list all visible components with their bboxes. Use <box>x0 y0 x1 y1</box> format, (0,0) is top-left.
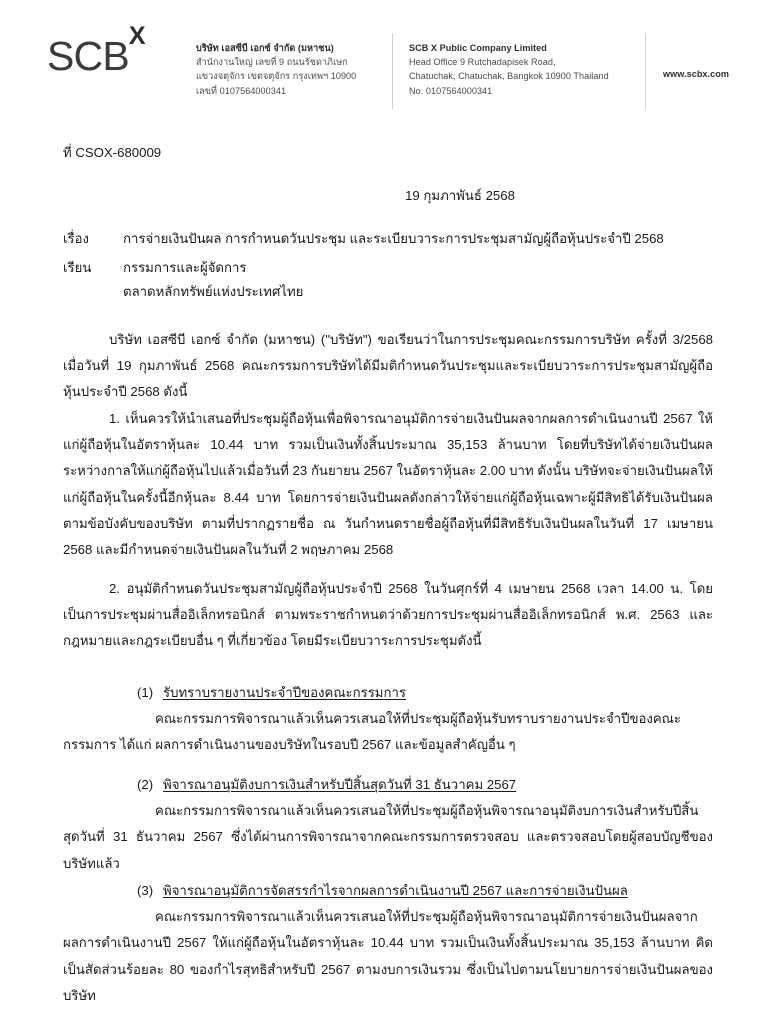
agenda-item-3-head <box>63 878 713 904</box>
agenda-item-1-body: คณะกรรมการพิจารณาแล้วเห็นควรเสนอให้ที่ประชุมผู้ถือหุ้นรับทราบรายงานประจำปีของคณะกรรมการ ได้แก่ ผลการดำเนินงานของบริษัทในรอบปี 2567 และข้อมูลสำคัญอื่น ๆ <box>63 711 681 753</box>
recipient-row-1 <box>63 258 715 278</box>
agenda-item-3-number: (3) <box>137 883 154 898</box>
agenda-item-1-head <box>63 680 713 706</box>
recipient-text-2: ตลาดหลักทรัพย์แห่งประเทศไทย <box>123 284 304 299</box>
agenda-item-3-body: คณะกรรมการพิจารณาแล้วเห็นควรเสนอให้ที่ประชุมผู้ถือหุ้นพิจารณาอนุมัติการจ่ายเงินปันผลจากผลการดำเนินงานปี 2567 ให้แก่ผู้ถือหุ้นในอัตราหุ้นละ 10.44 บาท รวมเป็นเงินทั้งสิ้นประมาณ 35,153 ล้านบาท คิดเป็นสัดส่วนร้อยละ 80 ของกำไรสุทธิสำหรับปี 2567 ตามงบการเงินรวม ซึ่งเป็นไปตามนโยบายการจ่ายเงินปันผลของบริษัท <box>63 909 713 1003</box>
address-thai-line-2: สำนักงานใหญ่ เลขที่ 9 ถนนรัชดาภิเษก <box>196 57 348 68</box>
scbx-logo <box>47 22 197 92</box>
header-divider-left <box>392 33 393 109</box>
agenda-item-3 <box>63 878 713 1009</box>
subject-row <box>63 229 715 249</box>
address-thai <box>196 41 381 98</box>
recipient-row-2 <box>63 282 715 302</box>
letter-date: 19 กุมภาพันธ์ 2568 <box>405 188 515 203</box>
logo-x-superscript: X <box>128 22 146 50</box>
agenda-item-2-head <box>63 772 713 798</box>
agenda-item-3-title: พิจารณาอนุมัติการจัดสรรกำไรจากผลการดำเนินงานปี 2567 และการจ่ายเงินปันผล <box>163 883 628 898</box>
subject-label: เรื่อง <box>63 231 89 246</box>
agenda-item-1-title: รับทราบรายงานประจำปีของคณะกรรมการ <box>163 685 406 700</box>
numbered-item-1: 1. เห็นควรให้นำเสนอที่ประชุมผู้ถือหุ้นเพื่อพิจารณาอนุมัติการจ่ายเงินปันผลจากผลการดำเนินงานปี 2567 ให้แก่ผู้ถือหุ้นในอัตราหุ้นละ 10.44 บาท รวมเป็นเงินทั้งสิ้นประมาณ 35,153 ล้านบาท โดยที่บริษัทได้จ่ายเงินปันผลระหว่างกาลให้แก่ผู้ถือหุ้นไปแล้วเมื่อวันที่ 23 กันยายน 2567 ในอัตราหุ้นละ 2.00 บาท ดังนั้น บริษัทจะจ่ายเงินปันผลให้แก่ผู้ถือหุ้นในครั้งนี้อีกหุ้นละ 8.44 บาท โดยการจ่ายเงินปันผลดังกล่าวให้จ่ายแก่ผู้ถือหุ้นเฉพาะผู้มีสิทธิได้รับเงินปันผลตามข้อบังคับของบริษัท ตามที่ปรากฏรายชื่อ ณ วันกำหนดรายชื่อผู้ถือหุ้นที่มีสิทธิรับเงินปันผลในวันที่ 17 เมษายน 2568 และมีกำหนดจ่ายเงินปันผลในวันที่ 2 พฤษภาคม 2568 <box>63 411 713 558</box>
recipient-label: เรียน <box>63 260 92 275</box>
agenda-item-1 <box>63 680 713 759</box>
agenda-item-2-title: พิจารณาอนุมัติงบการเงินสำหรับปีสิ้นสุดวันที่ 31 ธันวาคม 2567 <box>163 777 517 792</box>
website-link[interactable]: www.scbx.com <box>663 69 729 79</box>
address-thai-line-4: เลขที่ 0107564000341 <box>196 85 287 96</box>
address-english-line-3: Chatuchak, Chatuchak, Bangkok 10900 Thailand <box>409 71 609 82</box>
intro-paragraph: บริษัท เอสซีบี เอกซ์ จำกัด (มหาชน) ("บริษัท") ขอเรียนว่าในการประชุมคณะกรรมการบริษัท ครั้งที่ 3/2568 เมื่อวันที่ 19 กุมภาพันธ์ 2568 คณะกรรมการบริษัทได้มีมติกำหนดวันประชุมและระเบียบวาระการประชุมสามัญผู้ถือหุ้นประจำปี 2568 ดังนี้ <box>63 332 713 400</box>
agenda-item-2 <box>63 772 713 877</box>
address-english <box>409 41 641 98</box>
reference-number: ที่ CSOX-680009 <box>63 145 162 160</box>
address-thai-line-3: แขวงจตุจักร เขตจตุจักร กรุงเทพฯ 10900 <box>196 71 357 82</box>
recipient-text-1: กรรมการและผู้จัดการ <box>123 260 247 275</box>
agenda-item-1-number: (1) <box>137 685 154 700</box>
header-divider-right <box>645 33 646 109</box>
logo-wordmark: SCB <box>47 33 129 79</box>
company-name-english: SCB X Public Company Limited <box>409 43 547 53</box>
company-name-thai: บริษัท เอสซีบี เอกซ์ จำกัด (มหาชน) <box>196 43 334 53</box>
agenda-item-2-number: (2) <box>137 777 154 792</box>
address-english-line-4: No. 0107564000341 <box>409 85 493 96</box>
numbered-item-2: 2. อนุมัติกำหนดวันประชุมสามัญผู้ถือหุ้นประจำปี 2568 ในวันศุกร์ที่ 4 เมษายน 2568 เวลา 14.00 น. โดยเป็นการประชุมผ่านสื่ออิเล็กทรอนิกส์ ตามพระราชกำหนดว่าด้วยการประชุมผ่านสื่ออิเล็กทรอนิกส์ พ.ศ. 2563 และกฎหมายและกฎระเบียบอื่น ๆ ที่เกี่ยวข้อง โดยมีระเบียบวาระการประชุมดังนี้ <box>63 581 713 649</box>
subject-text: การจ่ายเงินปันผล การกำหนดวันประชุม และระเบียบวาระการประชุมสามัญผู้ถือหุ้นประจำปี 2568 <box>123 231 664 246</box>
agenda-item-2-body: คณะกรรมการพิจารณาแล้วเห็นควรเสนอให้ที่ประชุมผู้ถือหุ้นพิจารณาอนุมัติงบการเงินสำหรับปีสิ้นสุดวันที่ 31 ธันวาคม 2567 ซึ่งได้ผ่านการพิจารณาจากคณะกรรมการตรวจสอบ และตรวจสอบโดยผู้สอบบัญชีของบริษัทแล้ว <box>63 803 713 871</box>
address-english-line-2: Head Office 9 Rutchadapisek Road, <box>409 57 556 68</box>
letterhead <box>0 0 768 122</box>
